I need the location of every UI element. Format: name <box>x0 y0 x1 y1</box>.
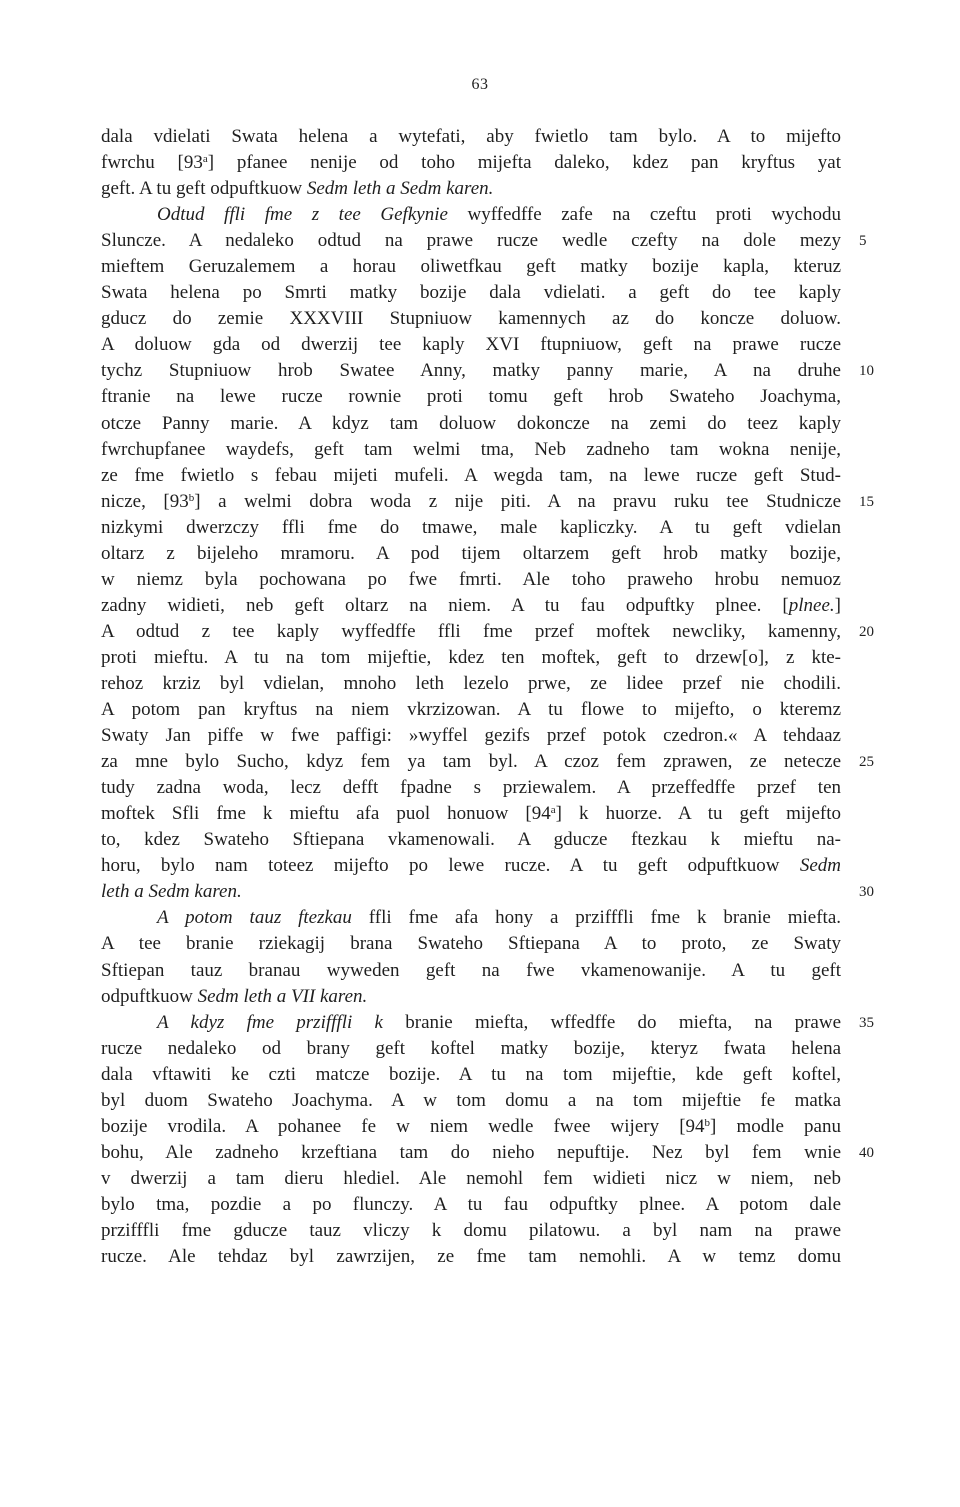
text-line-content: za mne bylo Sucho, kdyz fem ya tam byl. A czoz fem zprawen, ze netecze <box>101 751 841 773</box>
text-line-content: proti mieftu. A tu na tom mijeftie, kdez ten moftek, geft to drzew[o], z kte- <box>101 646 841 668</box>
text-line-content: Odtud ffli fme z tee Gefkynie wyffedffe zafe na czeftu proti wychodu <box>157 204 841 226</box>
text-line-content: to, kdez Swateho Sftiepana vkamenowali. A gducze ftezkau k mieftu na- <box>101 829 841 851</box>
text-line-content: A potom pan kryftus na niem vkrzizowan. A tu flowe to mijefto, o kteremz <box>101 699 841 721</box>
text-line-content: Sftiepan tauz branau wyweden geft na fwe vkamenowanije. A tu geft <box>101 959 841 981</box>
text-line-content: A odtud z tee kaply wyffedffe ffli fme przef moftek newcliky, kamenny, <box>101 620 841 642</box>
text-line-content: bozije vrodila. A pohanee fe w niem wedle fwee wijery [94$^b$] modle panu <box>101 1115 841 1137</box>
text-line <box>101 984 841 1010</box>
text-line <box>101 254 841 280</box>
line-number: 40 <box>859 1144 874 1161</box>
text-line-content: fwrchupfanee waydefs, geft tam welmi tma, Neb zadneho tam wokna nenije, <box>101 438 841 460</box>
text-line <box>101 202 841 228</box>
text-line <box>101 879 874 905</box>
line-number: 5 <box>859 233 867 250</box>
text-line <box>101 931 841 957</box>
text-line <box>101 697 841 723</box>
text-line-content: oltarz z bijeleho mramoru. A pod tijem oltarzem geft hrob matky bozije, <box>101 542 841 564</box>
text-line <box>101 1062 841 1088</box>
text-line <box>101 280 841 306</box>
text-line <box>101 1192 841 1218</box>
text-line <box>101 1088 841 1114</box>
text-line <box>101 1166 841 1192</box>
text-line-content: nizkymi dwerzczy ffli fme do tmawe, male kapliczky. A tu geft vdielan <box>101 516 841 538</box>
text-line <box>101 1218 841 1244</box>
text-line <box>101 515 841 541</box>
text-line-content: horu, bylo nam toteez mijefto po lewe rucze. A tu geft odpuftkuow Sedm <box>101 855 841 877</box>
text-line <box>101 1036 841 1062</box>
text-line <box>101 1244 841 1270</box>
page-number: 63 <box>471 76 489 93</box>
text-line-content: Swata helena po Smrti matky bozije dala vdielati. a geft do tee kaply <box>101 282 841 304</box>
text-line <box>101 1114 841 1140</box>
text-line-content: odpuftkuow Sedm leth a VII karen. <box>101 985 368 1007</box>
text-line <box>101 905 841 931</box>
text-line <box>101 228 867 254</box>
text-line <box>101 384 841 410</box>
text-line-content: A tee branie rziekagij brana Swateho Sftiepana A to proto, ze Swaty <box>101 933 841 955</box>
text-line <box>101 150 841 176</box>
text-line <box>101 1010 874 1036</box>
text-line-content: v dwerzij a tam dieru hlediel. Ale nemohl fem widieti nicz w niem, neb <box>101 1167 841 1189</box>
text-line-content: bohu, Ale zadneho krzeftiana tam do nieho nepuftije. Nez byl fem wnie <box>101 1141 841 1163</box>
text-line <box>101 463 841 489</box>
text-line <box>101 437 841 463</box>
text-line <box>101 619 874 645</box>
text-line <box>101 853 841 879</box>
text-line-content: gducz do zemie XXXVIII Stupniuow kamennych az do koncze doluow. <box>101 308 841 330</box>
text-line <box>101 489 874 515</box>
text-line-content: Swaty Jan piffe w fwe paffigi: »wyffel gezifs przef potok czedron.« A tehdaaz <box>101 725 841 747</box>
text-line-content: ftranie na lewe rucze rownie proti tomu geft hrob Swateho Joachyma, <box>101 386 841 408</box>
text-line <box>101 358 874 384</box>
text-line-content: tudy zadna woda, lecz defft fpadne s prziewalem. A przeffedffe przef ten <box>101 777 841 799</box>
text-line-content: rucze nedaleko od brany geft koftel matky bozije, kteryz fwata helena <box>101 1037 841 1059</box>
text-line <box>101 723 841 749</box>
text-line <box>101 593 841 619</box>
text-line-content: dala vdielati Swata helena a wytefati, aby fwietlo tam bylo. A to mijefto <box>101 126 841 147</box>
line-number: 35 <box>859 1014 874 1031</box>
text-line-content: przifffli fme gducze tauz vliczy k domu pilatowu. a byl nam na prawe <box>101 1219 841 1241</box>
line-number: 15 <box>859 493 874 510</box>
text-line-content: mieftem Geruzalemem a horau oliwetfkau geft matky bozije kapla, kteruz <box>101 256 841 278</box>
text-line-content: rehoz krziz byl vdielan, mnoho leth lezelo prwe, ze lidee przef nie chodili. <box>101 672 841 694</box>
text-line-content: tychz Stupniuow hrob Swatee Anny, matky panny marie, A na druhe <box>101 360 841 382</box>
text-line-content: A kdyz fme przifffli k branie miefta, wffedffe do miefta, na prawe <box>157 1011 841 1033</box>
text-line <box>101 645 841 671</box>
text-line <box>101 671 841 697</box>
text-line-content: ze fme fwietlo s febau mijeti mufeli. A wegda tam, na lewe rucze geft Stud- <box>101 464 841 486</box>
text-line-content: zadny widieti, neb geft oltarz na niem. A tu fau odpuftky plnee. [plnee.] <box>101 594 841 616</box>
line-number: 10 <box>859 363 874 380</box>
text-line <box>101 958 841 984</box>
text-line <box>101 749 874 775</box>
text-line <box>101 775 841 801</box>
line-number: 30 <box>859 884 874 901</box>
text-line-content: A potom tauz ftezkau ffli fme afa hony a przifffli fme k branie miefta. <box>157 907 841 929</box>
text-line <box>101 176 841 202</box>
text-line-content: otcze Panny marie. A kdyz tam doluow dokoncze na zemi do teez kaply <box>101 412 841 434</box>
text-line-content: leth a Sedm karen. <box>101 881 242 903</box>
text-line-content: Sluncze. A nedaleko odtud na prawe rucze wedle czefty na dole mezy <box>101 230 841 252</box>
text-line-content: moftek Sfli fme k mieftu afa puol honuow [94$^a$] k huorze. A tu geft mijefto <box>101 803 841 825</box>
text-line <box>101 124 841 150</box>
text-line <box>101 801 841 827</box>
text-line-content: nicze, [93$^b$] a welmi dobra woda z nije piti. A na pravu ruku tee Studnicze <box>101 490 842 512</box>
text-line-content: A doluow gda od dwerzij tee kaply XVI ftupniuow, geft na prawe rucze <box>101 334 841 356</box>
body-text <box>101 124 874 1270</box>
text-line <box>101 567 841 593</box>
text-line <box>101 411 841 437</box>
text-line-content: bylo tma, pozdie a po flunczy. A tu fau odpuftky plnee. A potom dale <box>101 1193 841 1215</box>
text-line <box>101 332 841 358</box>
text-line <box>101 1140 874 1166</box>
text-line-content: dala vftawiti ke czti matcze bozije. A tu na tom mijeftie, kde geft koftel, <box>101 1063 841 1085</box>
line-number: 25 <box>859 754 874 771</box>
text-line-content: w niemz byla pochowana po fwe fmrti. Ale toho praweho hrobu nemuoz <box>101 568 841 590</box>
text-line-content: byl duom Swateho Joachyma. A w tom domu a na tom mijeftie fe matka <box>101 1089 841 1111</box>
text-line-content: geft. A tu geft odpuftkuow Sedm leth a Sedm karen. <box>101 178 494 200</box>
text-line-content: fwrchu [93$^a$] pfanee nenije od toho mijefta daleko, kdez pan kryftus yat <box>101 152 841 174</box>
text-line <box>101 306 841 332</box>
line-number: 20 <box>859 623 874 640</box>
text-line <box>101 827 841 853</box>
text-line-content: rucze. Ale tehdaz byl zawrzijen, ze fme tam nemohli. A w temz domu <box>101 1246 841 1268</box>
text-line <box>101 541 841 567</box>
